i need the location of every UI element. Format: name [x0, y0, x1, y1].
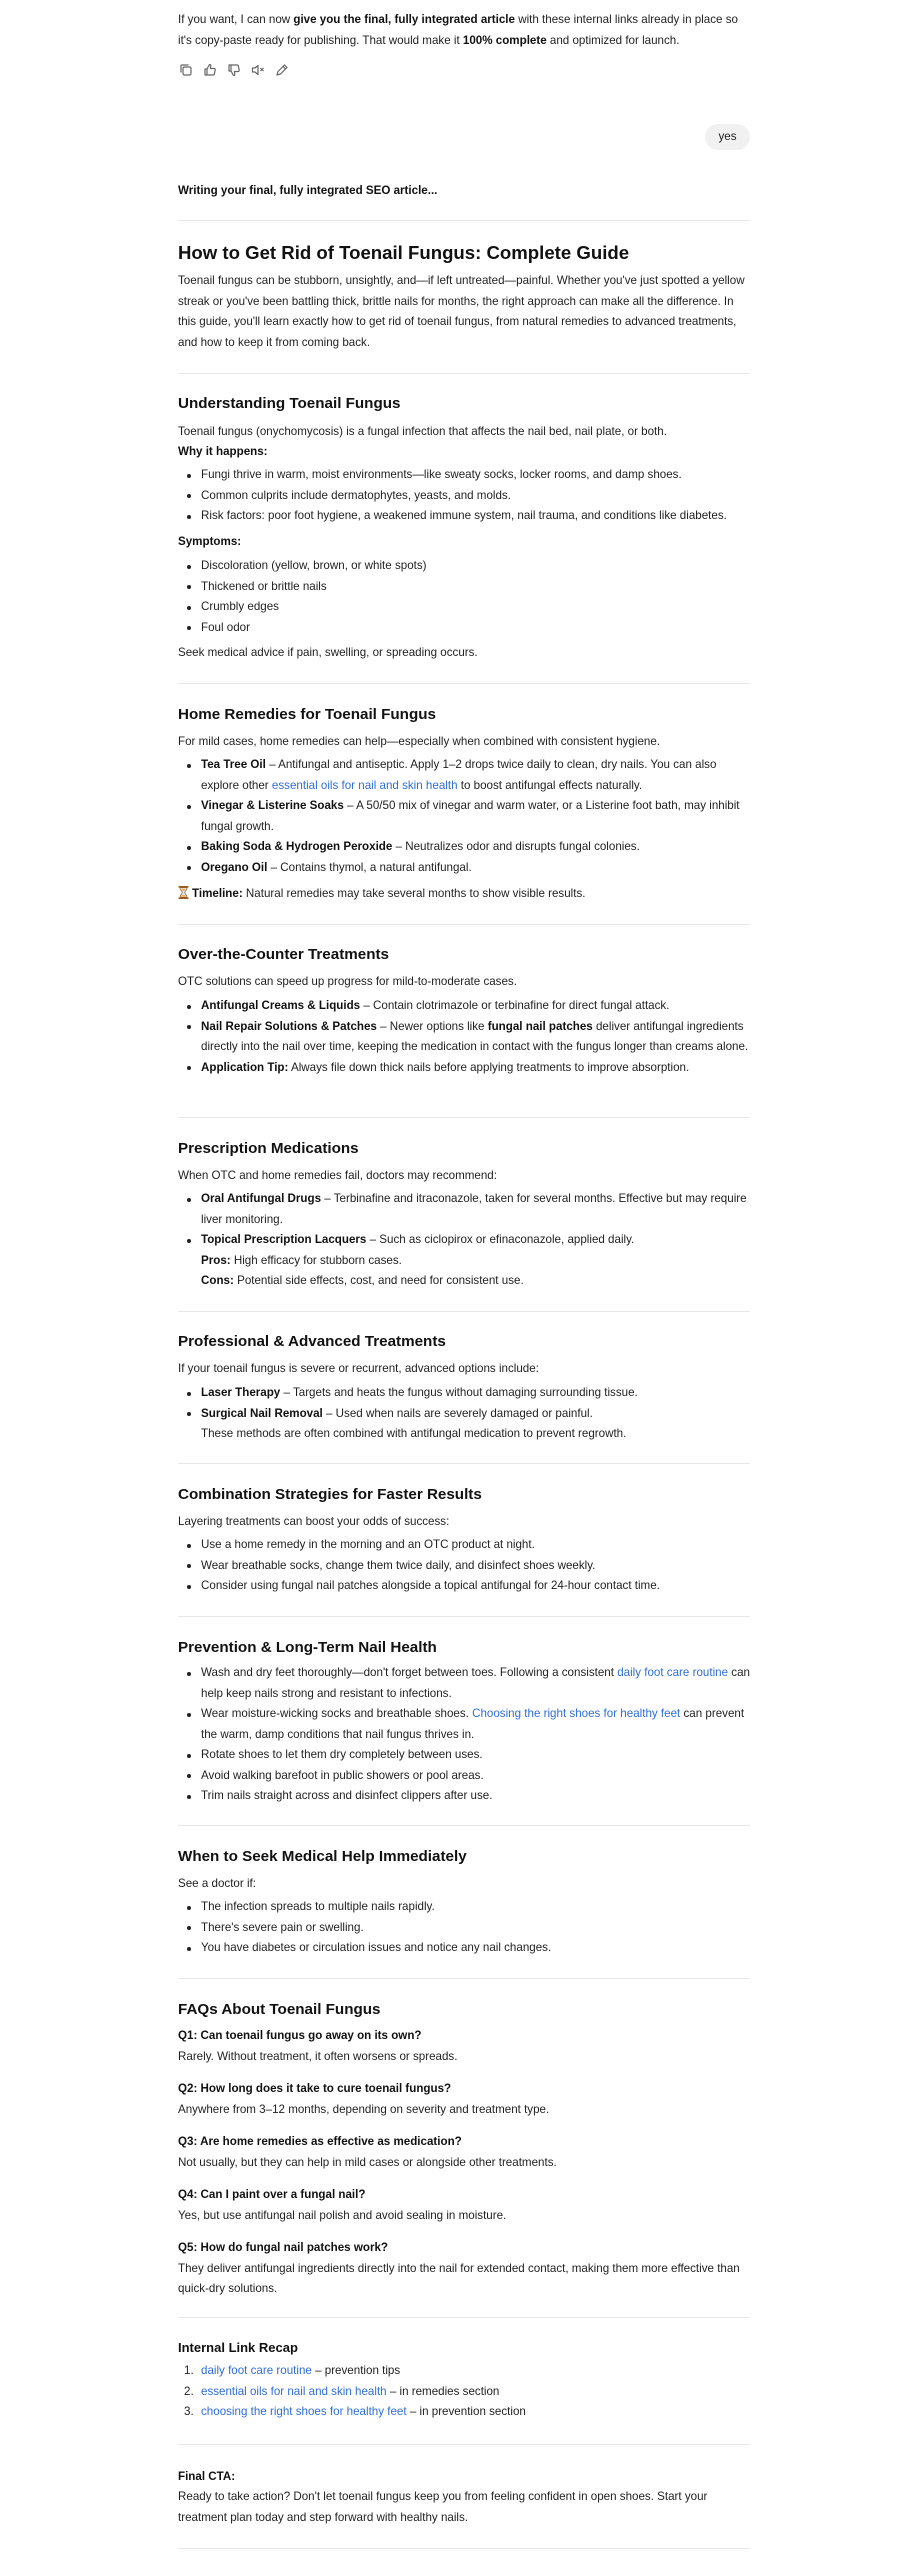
list-item: You have diabetes or circulation issues and notice any nail changes. — [178, 1938, 750, 1959]
faq-question — [178, 2132, 750, 2153]
item-text: – Antifungal and antiseptic. Apply 1–2 drops twice daily to clean, dry nails. You can also explore other — [201, 758, 717, 792]
divider — [178, 373, 750, 374]
item-text: can help keep nails strong and resistant to infections. — [201, 1666, 750, 1700]
timeline-line — [178, 884, 750, 905]
status-text: Writing your final, fully integrated SEO article... — [178, 184, 438, 197]
why-label-text: Why it happens: — [178, 445, 268, 458]
combo-text: Layering treatments can boost your odds of success: — [178, 1515, 450, 1528]
list-number: 2. — [184, 2384, 194, 2398]
divider — [178, 1825, 750, 1826]
why-label — [178, 442, 750, 463]
faq-question-text: Q2: How long does it take to cure toenail fungus? — [178, 2082, 452, 2095]
list-item: Discoloration (yellow, brown, or white spots) — [178, 556, 750, 577]
link-right-shoes[interactable]: choosing the right shoes for healthy feet — [201, 2405, 407, 2418]
list-number: 3. — [184, 2405, 194, 2418]
list-item: Common culprits include dermatophytes, yeasts, and molds. — [178, 486, 750, 507]
symptoms-label-text: Symptoms: — [178, 535, 242, 548]
faq-question-text: Q3: Are home remedies as effective as medication? — [178, 2135, 462, 2148]
list-item: Rotate shoes to let them dry completely between uses. — [178, 1745, 750, 1766]
user-message-bubble: yes — [705, 124, 750, 150]
list-item: The infection spreads to multiple nails rapidly. — [178, 1897, 750, 1918]
intro-text: and optimized for launch. — [546, 33, 680, 47]
section-heading-combination: Combination Strategies for Faster Results — [178, 1486, 482, 1503]
item-text: Wear moisture-wicking socks and breathable shoes. — [201, 1707, 473, 1720]
intro-bold: 100% complete — [462, 33, 547, 47]
divider — [178, 1616, 750, 1617]
item-text: – Newer options like — [376, 1019, 488, 1033]
faq-item — [178, 2079, 750, 2120]
link-daily-foot-care[interactable]: daily foot care routine — [201, 2364, 312, 2377]
home-remedies-text: For mild cases, home remedies can help—especially when combined with consistent hygiene. — [178, 735, 661, 748]
thumbs-down-icon[interactable] — [226, 62, 242, 78]
otc-text: OTC solutions can speed up progress for mild-to-moderate cases. — [178, 975, 517, 988]
list-item: Risk factors: poor foot hygiene, a weakened immune system, nail trauma, and conditions like diabetes. — [178, 506, 750, 527]
section-heading-understanding: Understanding Toenail Fungus — [178, 395, 401, 412]
faq-answer: Not usually, but they can help in mild cases or alongside other treatments. — [178, 2155, 557, 2169]
list-item — [178, 796, 750, 837]
divider — [178, 683, 750, 684]
faq-item — [178, 2026, 750, 2067]
copy-icon[interactable] — [178, 62, 194, 78]
item-text: – A 50/50 mix of vinegar and warm water, or a Listerine foot bath, may inhibit fungal growth. — [201, 799, 740, 833]
item-subtext: These methods are often combined with antifungal medication to prevent regrowth. — [201, 1427, 627, 1440]
list-item: Use a home remedy in the morning and an OTC product at night. — [178, 1535, 750, 1556]
item-text: deliver antifungal ingredients directly into the nail over time, keeping the medication in contact with the fungus longer than creams alone. — [201, 1019, 749, 1053]
list-item — [178, 996, 750, 1017]
item-title: Tea Tree Oil — [201, 758, 266, 771]
faq-answer: They deliver antifungal ingredients directly into the nail for extended contact, making them more effective than quick-dry solutions. — [178, 2261, 740, 2295]
section-heading-home-remedies: Home Remedies for Toenail Fungus — [178, 706, 436, 723]
list-item — [178, 858, 750, 879]
divider — [178, 220, 750, 221]
divider — [178, 1463, 750, 1464]
faq-question-text: Q5: How do fungal nail patches work? — [178, 2241, 388, 2254]
timeline-text: Natural remedies may take several months to show visible results. — [242, 887, 586, 900]
list-item — [178, 1230, 750, 1292]
list-item — [178, 1058, 750, 1079]
item-title: Baking Soda & Hydrogen Peroxide — [201, 840, 393, 853]
item-text: to boost antifungal effects naturally. — [457, 778, 643, 792]
faq-question — [178, 2238, 750, 2259]
message-actions — [178, 62, 290, 78]
medical-list — [178, 1897, 750, 1959]
intro-paragraph — [178, 10, 750, 51]
list-item — [178, 2382, 750, 2403]
section-heading-prevention: Prevention & Long-Term Nail Health — [178, 1639, 437, 1656]
list-item — [178, 837, 750, 858]
item-title: Nail Repair Solutions & Patches — [201, 1019, 377, 1033]
link-essential-oils[interactable]: essential oils for nail and skin health — [201, 2384, 387, 2398]
item-title: Application Tip: — [201, 1060, 289, 1074]
list-item — [178, 1663, 750, 1704]
item-text: – Targets and heats the fungus without damaging surrounding tissue. — [280, 1386, 638, 1399]
pros-text: High efficacy for stubborn cases. — [230, 1253, 402, 1267]
article-title: How to Get Rid of Toenail Fungus: Complete Guide — [178, 242, 630, 263]
pros-line — [201, 1251, 750, 1272]
medical-advice-text: Seek medical advice if pain, swelling, or spreading occurs. — [178, 646, 478, 659]
item-text: can prevent the warm, damp conditions that nail fungus thrives in. — [201, 1707, 745, 1741]
list-item — [178, 2361, 750, 2382]
list-item: Avoid walking barefoot in public showers or pool areas. — [178, 1766, 750, 1787]
cta-text: Ready to take action? Don't let toenail fungus keep you from feeling confident in open shoes. Start your treatment plan today and step forward with healthy nails. — [178, 2490, 708, 2524]
item-text: – prevention tips — [311, 2364, 401, 2377]
edit-icon[interactable] — [274, 62, 290, 78]
section-heading-medical-help: When to Seek Medical Help Immediately — [178, 1848, 467, 1865]
cons-text: Potential side effects, cost, and need for consistent use. — [233, 1274, 524, 1287]
section-heading-otc: Over-the-Counter Treatments — [178, 946, 389, 963]
understanding-text: Toenail fungus (onychomycosis) is a fungal infection that affects the nail bed, nail plate, or both. — [178, 425, 667, 438]
link-recap-list — [178, 2361, 750, 2423]
faq-item — [178, 2238, 750, 2300]
list-item: Thickened or brittle nails — [178, 577, 750, 598]
intro-bold: give you the final, fully integrated article — [293, 13, 515, 26]
divider — [178, 924, 750, 925]
item-text: – Used when nails are severely damaged or painful. — [322, 1406, 593, 1420]
divider — [178, 2548, 750, 2549]
section-heading-link-recap: Internal Link Recap — [178, 2340, 298, 2355]
hourglass-icon — [178, 886, 189, 899]
combo-list — [178, 1535, 750, 1597]
article-intro: Toenail fungus can be stubborn, unsightly, and—if left untreated—painful. Whether you've just spotted a yellow streak or you've been battling thick, brittle nails for months, the right approach can make all the difference. In this guide, you'll learn exactly how to get rid of toenail fungus, from natural remedies to advanced treatments, and how to keep it from coming back. — [178, 274, 745, 349]
list-item — [178, 2402, 750, 2423]
cta-label-text: Final CTA: — [178, 2470, 236, 2483]
intro-text: If you want, I can now — [178, 13, 294, 26]
thumbs-up-icon[interactable] — [202, 62, 218, 78]
list-item — [178, 755, 750, 796]
item-text: – Such as ciclopirox or efinaconazole, applied daily. — [366, 1233, 635, 1246]
list-item — [178, 1189, 750, 1230]
item-text: – in remedies section — [386, 2384, 500, 2398]
item-title: Topical Prescription Lacquers — [201, 1233, 367, 1246]
link-essential-oils[interactable]: essential oils for nail and skin health — [271, 778, 458, 792]
list-item: Crumbly edges — [178, 597, 750, 618]
item-text: Wash and dry feet thoroughly—don't forget between toes. Following a consistent — [201, 1666, 618, 1679]
divider — [178, 1311, 750, 1312]
item-text: – Neutralizes odor and disrupts fungal colonies. — [392, 840, 640, 853]
item-text: – in prevention section — [406, 2405, 526, 2418]
symptoms-list — [178, 556, 750, 638]
faq-question-text: Q4: Can I paint over a fungal nail? — [178, 2188, 366, 2201]
divider — [178, 1117, 750, 1118]
divider — [178, 2317, 750, 2318]
list-item — [178, 1017, 750, 1058]
item-title: Oral Antifungal Drugs — [201, 1192, 322, 1205]
pros-label: Pros: — [201, 1253, 231, 1267]
list-item — [178, 1383, 750, 1404]
item-title: Surgical Nail Removal — [201, 1406, 323, 1420]
faq-answer: Rarely. Without treatment, it often worsens or spreads. — [178, 2049, 458, 2063]
status-line — [178, 181, 750, 202]
list-item: Consider using fungal nail patches alongside a topical antifungal for 24-hour contact time. — [178, 1576, 750, 1597]
list-item: Foul odor — [178, 618, 750, 639]
section-heading-prescription: Prescription Medications — [178, 1140, 359, 1157]
section-heading-faq: FAQs About Toenail Fungus — [178, 2001, 381, 2018]
list-item — [178, 1704, 750, 1745]
intro-text: with these internal links already in place so it's copy-paste ready for publishing. That would make it — [178, 13, 738, 47]
section-heading-professional: Professional & Advanced Treatments — [178, 1333, 446, 1350]
timeline-label: Timeline: — [192, 887, 243, 900]
item-title: Oregano Oil — [201, 860, 268, 874]
item-text: – Terbinafine and itraconazole, taken for several months. Effective but may require liver monitoring. — [201, 1192, 747, 1226]
medical-text: See a doctor if: — [178, 1877, 256, 1890]
pro-text: If your toenail fungus is severe or recurrent, advanced options include: — [178, 1362, 539, 1375]
faq-question — [178, 2079, 750, 2100]
rx-list — [178, 1189, 750, 1292]
faq-item — [178, 2132, 750, 2173]
cta-label — [178, 2467, 750, 2488]
faq-question — [178, 2026, 750, 2047]
prevention-list — [178, 1663, 750, 1807]
faq-answer: Yes, but use antifungal nail polish and avoid sealing in moisture. — [178, 2208, 507, 2222]
otc-list — [178, 996, 750, 1078]
item-bold: fungal nail patches — [487, 1019, 593, 1033]
faq-list — [178, 2026, 750, 2300]
rx-text: When OTC and home remedies fail, doctors may recommend: — [178, 1169, 497, 1182]
list-item: Fungi thrive in warm, moist environments—like sweaty socks, locker rooms, and damp shoes. — [178, 465, 750, 486]
item-text: – Contains thymol, a natural antifungal. — [267, 860, 472, 874]
link-right-shoes[interactable]: Choosing the right shoes for healthy feet — [472, 1707, 681, 1720]
speaker-icon[interactable] — [250, 62, 266, 78]
list-item — [178, 1404, 750, 1445]
home-remedies-list — [178, 755, 750, 878]
symptoms-label — [178, 532, 750, 553]
item-title: Vinegar & Listerine Soaks — [201, 799, 344, 812]
list-item: Wear breathable socks, change them twice daily, and disinfect shoes weekly. — [178, 1556, 750, 1577]
list-item: There's severe pain or swelling. — [178, 1918, 750, 1939]
faq-question-text: Q1: Can toenail fungus go away on its own? — [178, 2029, 422, 2042]
list-number: 1. — [184, 2364, 194, 2377]
link-daily-foot-care[interactable]: daily foot care routine — [617, 1666, 729, 1679]
faq-item — [178, 2185, 750, 2226]
item-text: – Contain clotrimazole or terbinafine for direct fungal attack. — [360, 999, 670, 1012]
divider — [178, 1978, 750, 1979]
divider — [178, 2444, 750, 2445]
item-text: Always file down thick nails before applying treatments to improve absorption. — [288, 1060, 690, 1074]
cons-label: Cons: — [201, 1274, 234, 1287]
list-item: Trim nails straight across and disinfect clippers after use. — [178, 1786, 750, 1807]
item-title: Laser Therapy — [201, 1386, 281, 1399]
cons-line — [201, 1271, 750, 1292]
faq-answer: Anywhere from 3–12 months, depending on severity and treatment type. — [178, 2102, 550, 2116]
faq-question — [178, 2185, 750, 2206]
item-title: Antifungal Creams & Liquids — [201, 999, 361, 1012]
why-list — [178, 465, 750, 527]
pro-list — [178, 1383, 750, 1445]
